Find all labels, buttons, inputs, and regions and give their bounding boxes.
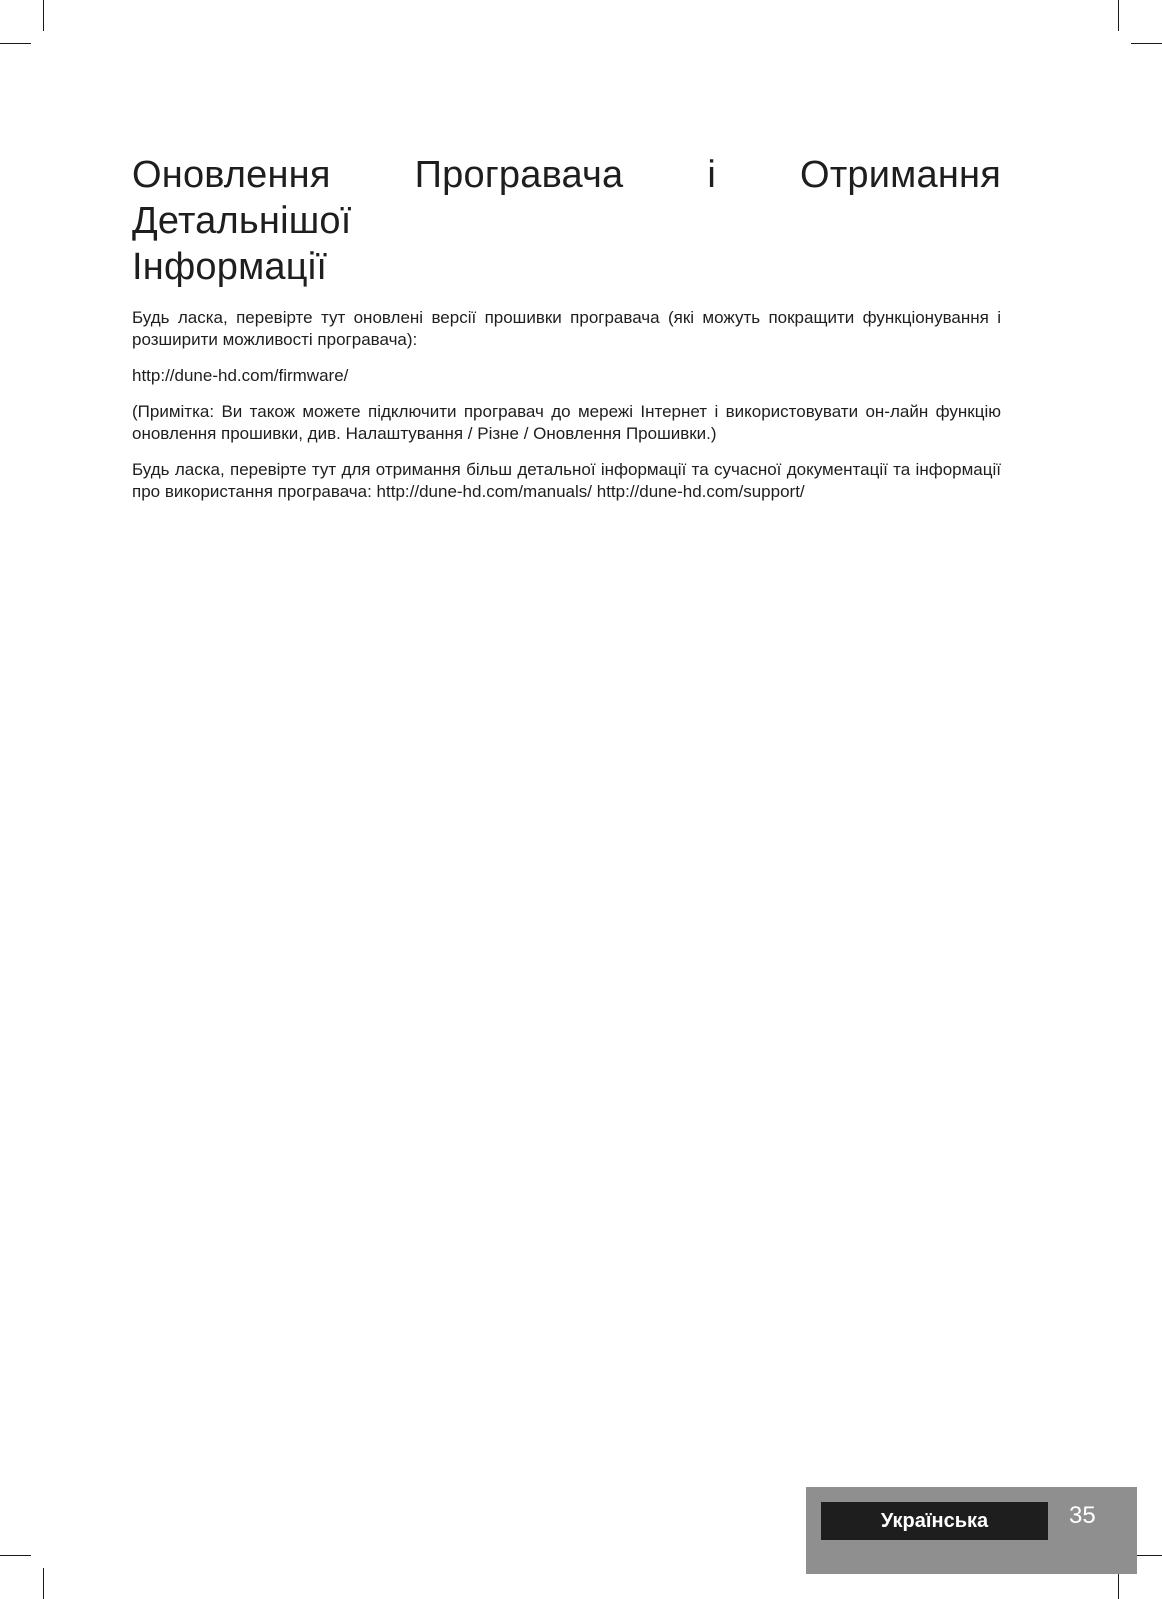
crop-mark-top-left-vertical (43, 0, 44, 31)
note-paragraph: (Примітка: Ви також можете підключити програвач до мережі Інтернет і використовувати он-лайн функцію оновлення прошивки, див. Налаштування / Різне / Оновлення Прошивки.) (132, 402, 1001, 443)
page-title-line-1: Оновлення Програвача і Отримання Детальнішої (132, 154, 1001, 242)
crop-mark-top-right-horizontal (1131, 43, 1162, 44)
page-number: 35 (1069, 1502, 1096, 1529)
documentation-paragraph: Будь ласка, перевірте тут для отримання більш детальної інформації та сучасної документації та інформації про використання програвача: http://dune-hd.com/manuals/ http://dune-hd.com/support/ (132, 460, 1001, 501)
language-label: Українська (821, 1502, 1048, 1540)
firmware-url: http://dune-hd.com/firmware/ (132, 366, 349, 385)
crop-mark-top-right-vertical (1118, 0, 1119, 31)
page-footer (806, 1487, 1137, 1574)
crop-mark-top-left-horizontal (0, 43, 31, 44)
crop-mark-bottom-left-horizontal (0, 1555, 31, 1556)
page-content (132, 152, 1001, 517)
firmware-intro-paragraph: Будь ласка, перевірте тут оновлені версії прошивки програвача (які можуть покращити функціонування і розширити можливості програвача): (132, 308, 1001, 349)
page-title (132, 152, 1001, 290)
page-title-line-2: Інформації (132, 246, 328, 288)
crop-mark-bottom-left-vertical (43, 1568, 44, 1599)
